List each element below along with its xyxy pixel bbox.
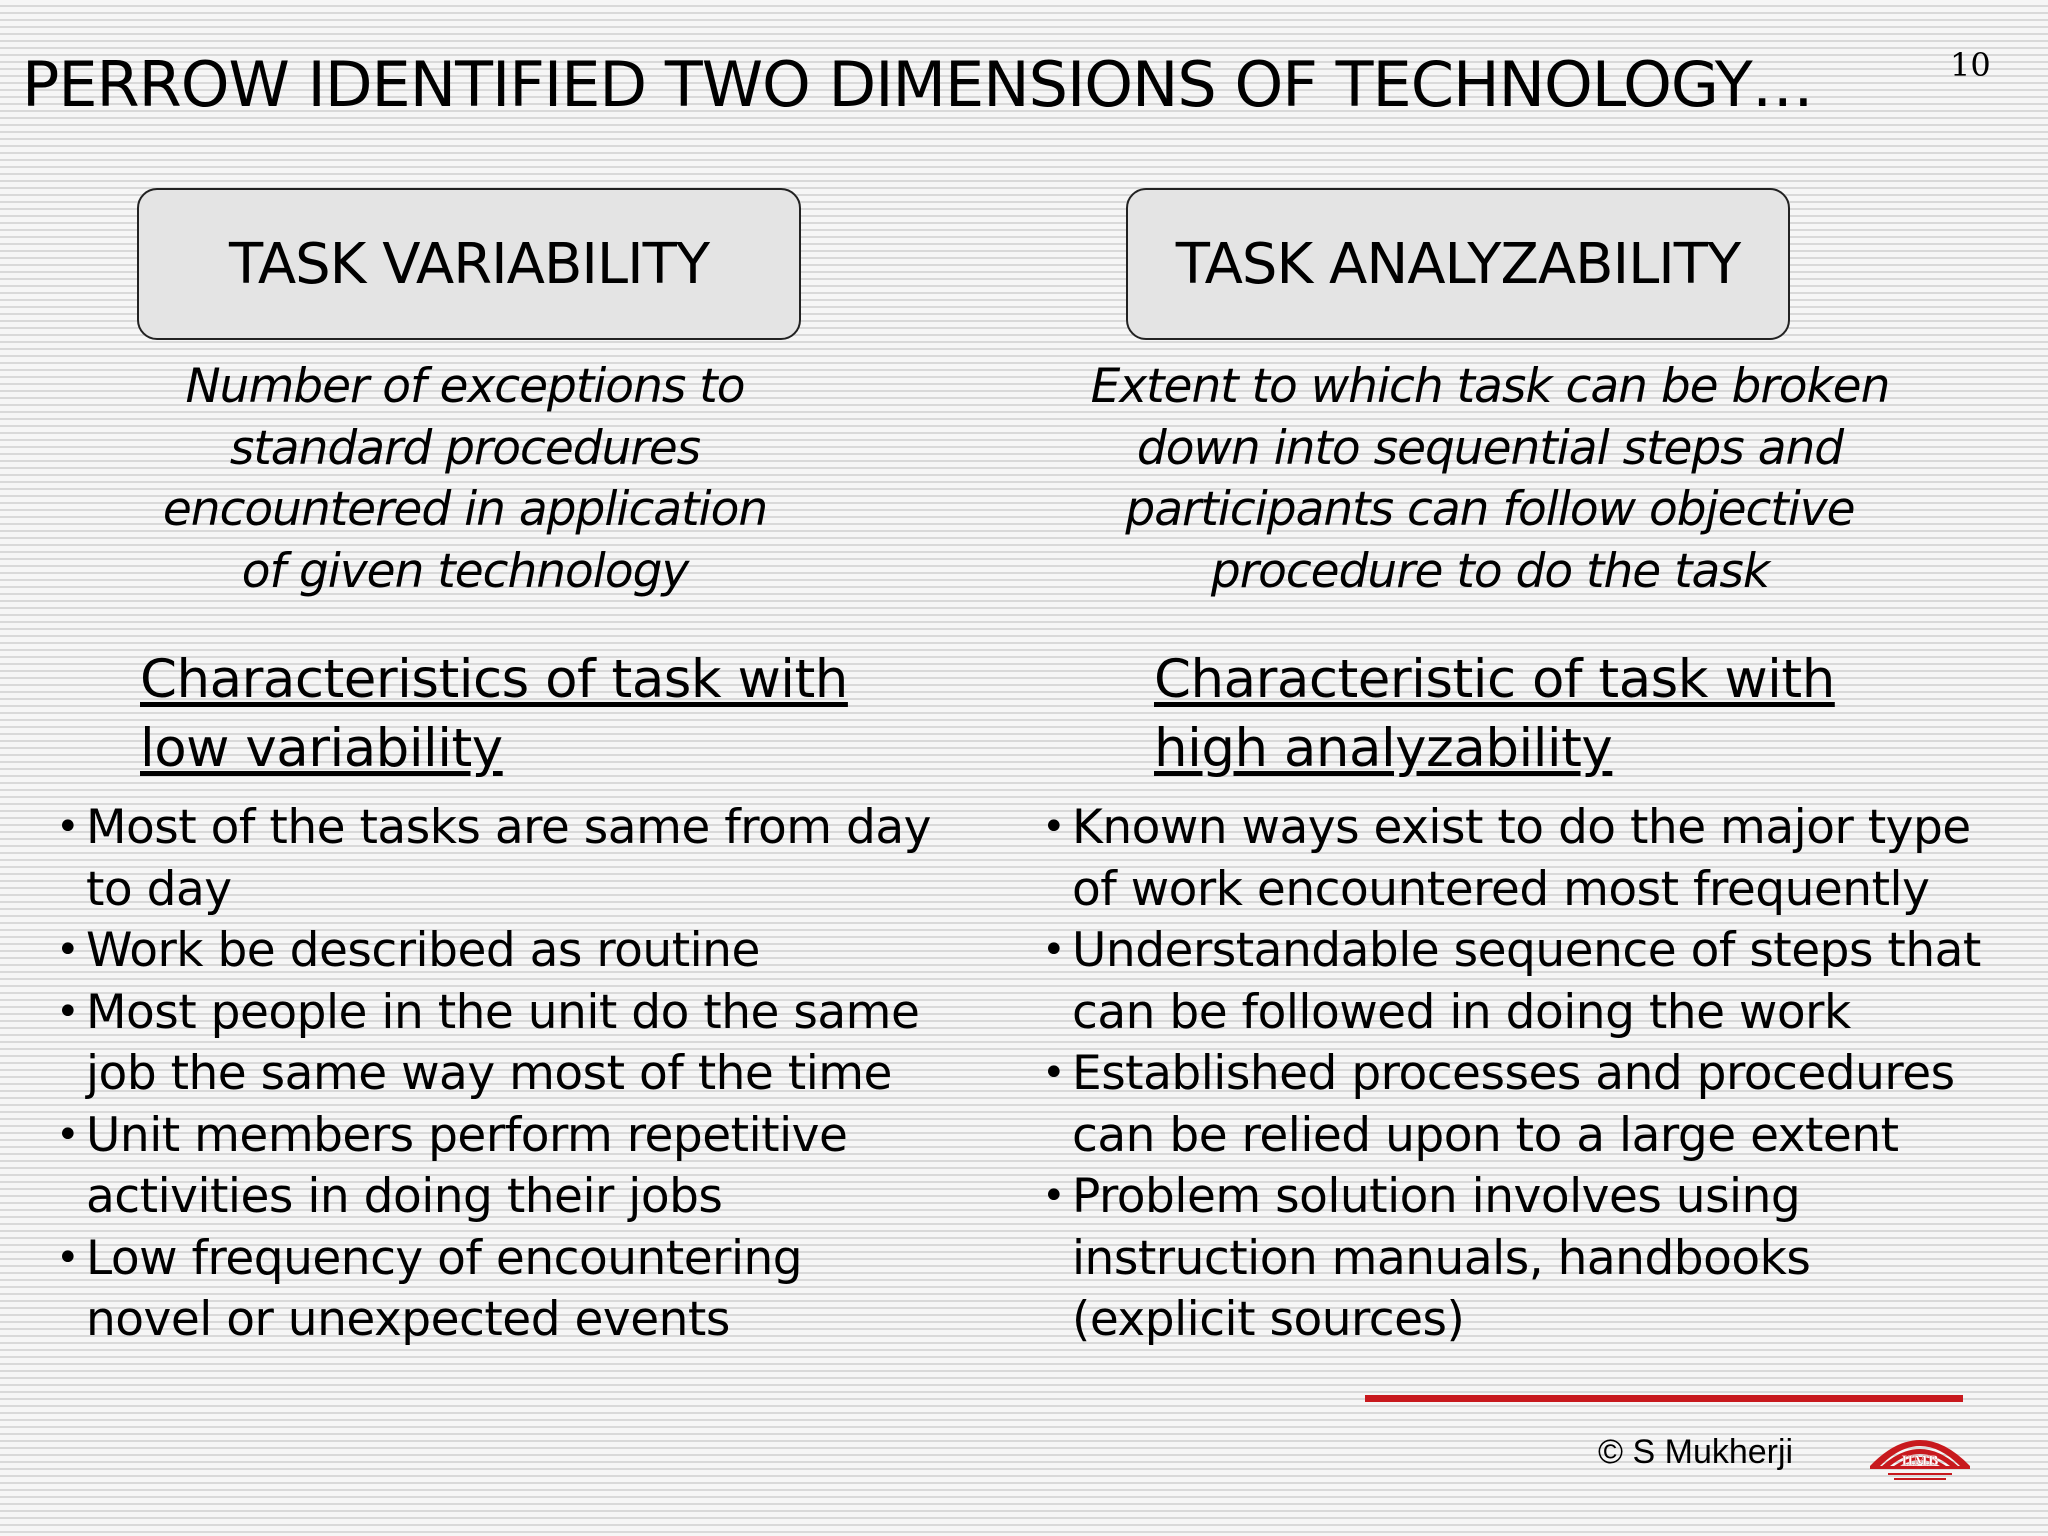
- bullet-line: • Most of the tasks are same from day: [86, 800, 931, 855]
- bullet-line: • Unit members perform repetitive: [86, 1107, 848, 1163]
- bullet-line: novel or unexpected events: [86, 1292, 730, 1347]
- bullet-item: [1042, 1043, 1981, 1166]
- bullet-line: can be followed in doing the work: [1072, 984, 1851, 1040]
- task-analyzability-box: [1126, 188, 1790, 340]
- bullet-line: (explicit sources): [1072, 1292, 1465, 1347]
- bullet-line: job the same way most of the time: [86, 1046, 892, 1101]
- slide-title: PERROW IDENTIFIED TWO DIMENSIONS OF TECHNOLOGY…: [22, 48, 1813, 121]
- task-variability-description: [100, 356, 830, 602]
- bullet-item: [56, 920, 931, 982]
- description-line: Extent to which task can be broken: [1090, 359, 1890, 414]
- bullet-line: can be relied upon to a large extent: [1072, 1107, 1899, 1163]
- task-variability-heading: TASK VARIABILITY: [228, 231, 710, 297]
- bullet-line: activities in doing their jobs: [86, 1169, 723, 1224]
- description-line: standard procedures: [229, 420, 701, 476]
- low-variability-subheading: [140, 645, 848, 783]
- subheading-line: Characteristic of task with: [1154, 649, 1835, 710]
- bullet-line: • Known ways exist to do the major type: [1072, 800, 1971, 855]
- bullet-line: • Low frequency of encountering: [86, 1230, 803, 1286]
- description-line: Number of exceptions to: [185, 359, 745, 414]
- high-analyzability-subheading: [1154, 645, 1835, 783]
- subheading-line: high analyzability: [1154, 718, 1613, 779]
- bullet-line: to day: [86, 861, 232, 917]
- high-analyzability-bullet-list: [1042, 797, 1981, 1351]
- logo-text: IIMB: [1901, 1454, 1939, 1469]
- iimb-logo: [1860, 1418, 1980, 1486]
- description-line: procedure to do the task: [1210, 543, 1770, 599]
- task-analyzability-heading: TASK ANALYZABILITY: [1175, 231, 1741, 297]
- bullet-item: [56, 1228, 931, 1351]
- bullet-item: [56, 1105, 931, 1228]
- subheading-line: Characteristics of task with: [140, 649, 848, 710]
- description-line: down into sequential steps and: [1136, 420, 1844, 476]
- subheading-line: low variability: [140, 718, 503, 779]
- description-line: participants can follow objective: [1125, 482, 1855, 537]
- low-variability-bullet-list: [56, 797, 931, 1351]
- description-line: of given technology: [241, 543, 689, 599]
- bullet-item: [1042, 797, 1981, 920]
- footer-red-rule: [1365, 1395, 1963, 1402]
- bullet-item: [1042, 920, 1981, 1043]
- bullet-line: • Understandable sequence of steps that: [1072, 923, 1981, 978]
- copyright-text: © S Mukherji: [1598, 1433, 1794, 1471]
- task-analyzability-description: [1050, 356, 1930, 602]
- description-line: encountered in application: [162, 482, 768, 537]
- task-variability-box: [137, 188, 801, 340]
- bullet-item: [56, 797, 931, 920]
- bullet-line: • Most people in the unit do the same: [86, 984, 920, 1040]
- bullet-line: • Established processes and procedures: [1072, 1046, 1955, 1101]
- page-number: 10: [1950, 46, 1991, 84]
- bullet-item: [1042, 1166, 1981, 1351]
- bullet-line: instruction manuals, handbooks: [1072, 1230, 1811, 1286]
- bullet-line: • Problem solution involves using: [1072, 1169, 1801, 1224]
- bullet-line: • Work be described as routine: [86, 923, 760, 978]
- bullet-line: of work encountered most frequently: [1072, 861, 1930, 917]
- bullet-item: [56, 982, 931, 1105]
